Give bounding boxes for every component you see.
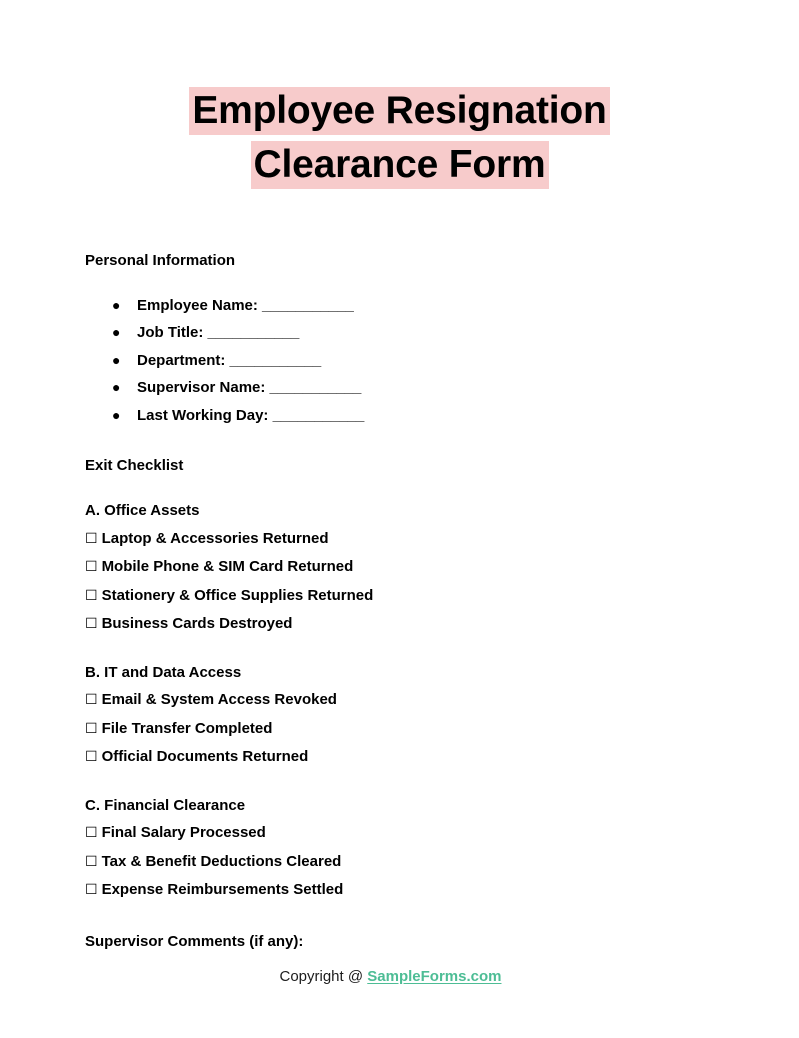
checklist-item-label: Laptop & Accessories Returned	[101, 529, 329, 547]
spacer	[85, 905, 725, 931]
checklist-item[interactable]	[85, 553, 725, 582]
checklist-item[interactable]	[85, 876, 725, 905]
checkbox-icon[interactable]: ☐	[85, 559, 98, 575]
checkbox-icon[interactable]: ☐	[85, 692, 98, 708]
checklist-item-label: Mobile Phone & SIM Card Returned	[101, 558, 354, 575]
checklist-item[interactable]	[85, 686, 725, 715]
title-line-2	[0, 138, 799, 192]
checklist-item[interactable]	[85, 582, 725, 611]
personal-information-heading: Personal Information	[85, 252, 236, 269]
spacer	[85, 429, 725, 455]
bullet-icon: ●	[112, 296, 121, 313]
checklist-item-label: Business Cards Destroyed	[101, 615, 293, 632]
group-title: A. Office Assets	[85, 502, 200, 519]
list-item	[85, 402, 725, 430]
spacer	[85, 477, 725, 497]
checklist-item-label: Expense Reimbursements Settled	[101, 881, 344, 898]
group-title: C. Financial Clearance	[85, 796, 246, 814]
checkbox-icon[interactable]: ☐	[85, 616, 98, 632]
checklist-item[interactable]	[85, 743, 725, 772]
checkbox-icon[interactable]: ☐	[85, 530, 98, 547]
bullet-icon: ●	[112, 351, 121, 368]
document-body	[85, 250, 725, 952]
checkbox-icon[interactable]: ☐	[85, 882, 98, 898]
title-line-2-text: Clearance Form	[251, 141, 549, 189]
bullet-icon: ●	[112, 406, 121, 423]
checklist-item[interactable]	[85, 715, 725, 744]
exit-checklist-heading: Exit Checklist	[85, 457, 184, 475]
copyright-text: Copyright @	[279, 968, 368, 985]
list-item	[85, 374, 725, 402]
list-item	[85, 292, 725, 320]
checklist-item-label: File Transfer Completed	[101, 719, 273, 737]
sampleforms-link[interactable]: SampleForms.com	[367, 968, 502, 985]
spacer	[85, 639, 725, 659]
bullet-icon: ●	[112, 379, 121, 396]
checklist-group-financial-clearance	[85, 792, 725, 905]
field-department: Department: ___________	[137, 351, 322, 369]
field-last-working-day: Last Working Day: ___________	[137, 406, 365, 424]
supervisor-comments-heading: Supervisor Comments (if any):	[85, 932, 304, 950]
checkbox-icon[interactable]: ☐	[85, 853, 98, 870]
checklist-item[interactable]	[85, 848, 725, 877]
field-supervisor-name: Supervisor Name: ___________	[137, 379, 362, 397]
group-title: B. IT and Data Access	[85, 663, 242, 681]
personal-information-list	[85, 292, 725, 430]
field-job-title: Job Title: ___________	[137, 324, 300, 342]
document-title	[0, 84, 799, 192]
title-line-1	[0, 84, 799, 138]
list-item	[85, 319, 725, 347]
checkbox-icon[interactable]: ☐	[85, 749, 98, 765]
field-employee-name: Employee Name: ___________	[137, 296, 354, 314]
checklist-item-label: Email & System Access Revoked	[101, 691, 337, 708]
bullet-icon: ●	[112, 324, 121, 341]
checklist-item-label: Final Salary Processed	[101, 824, 266, 841]
checklist-group-it-and-data-access	[85, 659, 725, 772]
checklist-item[interactable]	[85, 525, 725, 554]
checklist-item[interactable]	[85, 819, 725, 848]
checkbox-icon[interactable]: ☐	[85, 720, 98, 737]
checkbox-icon[interactable]: ☐	[85, 587, 98, 604]
checkbox-icon[interactable]: ☐	[85, 825, 98, 841]
checklist-item-label: Tax & Benefit Deductions Cleared	[101, 852, 342, 870]
title-line-1-text: Employee Resignation	[189, 87, 609, 135]
checklist-group-office-assets	[85, 497, 725, 639]
checklist-item[interactable]	[85, 610, 725, 639]
spacer	[85, 772, 725, 792]
footer	[0, 968, 799, 986]
list-item	[85, 347, 725, 375]
checklist-item-label: Official Documents Returned	[101, 748, 309, 765]
spacer	[85, 272, 725, 292]
checklist-item-label: Stationery & Office Supplies Returned	[101, 586, 374, 604]
